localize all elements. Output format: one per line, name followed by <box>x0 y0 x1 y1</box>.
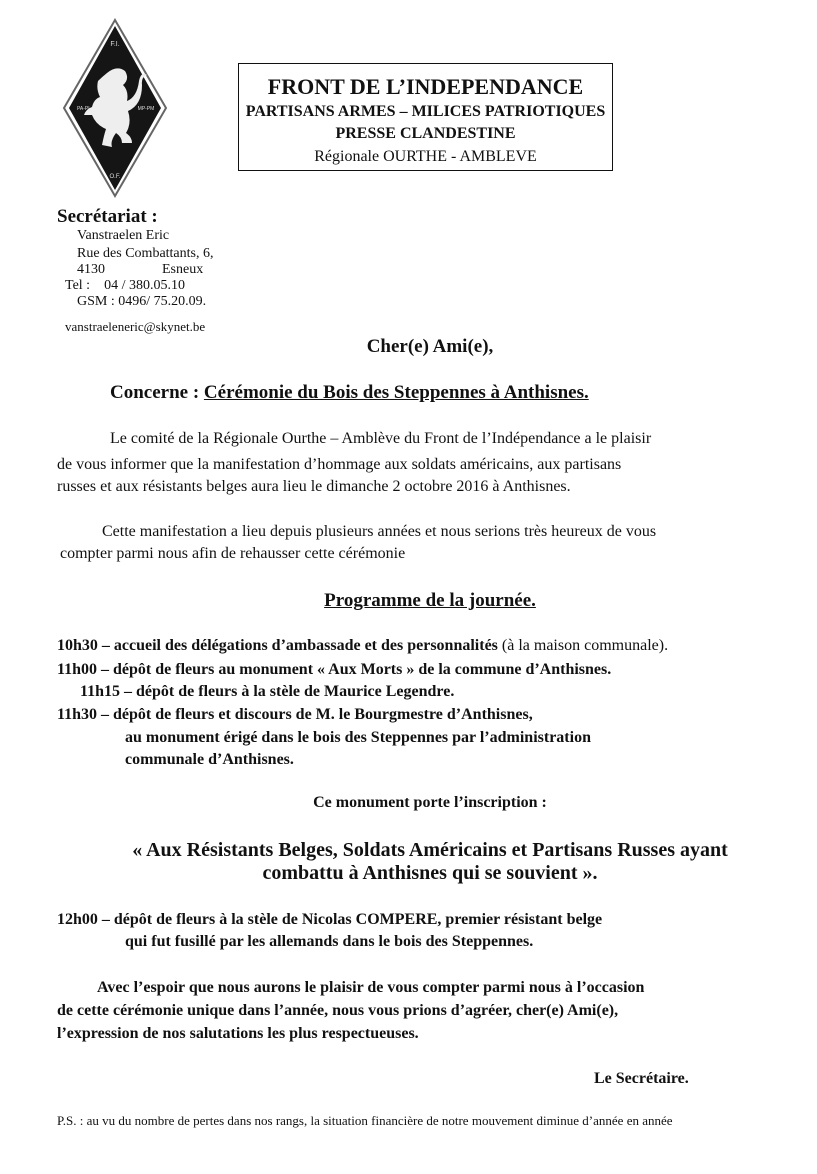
org-press: PRESSE CLANDESTINE <box>335 125 516 142</box>
secretary-name: Vanstraelen Eric <box>77 228 170 243</box>
programme-item-cont: au monument érigé dans le bois des Steppennes par l’administration <box>125 729 591 746</box>
secretary-tel: Tel : 04 / 380.05.10 <box>65 278 185 293</box>
org-subtitle: PARTISANS ARMES – MILICES PATRIOTIQUES <box>245 103 606 120</box>
programme-item: 11h15 – dépôt de fleurs à la stèle de Maurice Legendre. <box>80 683 455 700</box>
secretary-postcode: 4130 <box>77 262 105 277</box>
programme-item: 11h30 – dépôt de fleurs et discours de M. le Bourgmestre d’Anthisnes, <box>57 706 533 723</box>
subject-line <box>110 383 589 402</box>
secretary-street: Rue des Combattants, 6, <box>77 246 214 261</box>
postscript <box>57 1114 673 1127</box>
secretary-city: Esneux <box>162 262 204 277</box>
svg-text:O.F.: O.F. <box>109 174 121 180</box>
inscription-line: combattu à Anthisnes qui se souvient ». <box>262 862 598 884</box>
signature: Le Secrétaire. <box>594 1070 689 1087</box>
para2-line: compter parmi nous afin de rehausser cette cérémonie <box>60 545 406 562</box>
inscription-intro: Ce monument porte l’inscription : <box>313 794 547 811</box>
closing-line: de cette cérémonie unique dans l’année, nous vous prions d’agréer, cher(e) Ami(e), <box>57 1002 619 1019</box>
inscription-line: « Aux Résistants Belges, Soldats Américains et Partisans Russes ayant <box>132 839 728 861</box>
para1-line: Le comité de la Régionale Ourthe – Amblève du Front de l’Indépendance a le plaisir <box>110 430 652 447</box>
svg-text:PA-PL: PA-PL <box>76 106 92 112</box>
header-box <box>238 63 613 171</box>
programme-item-cont: communale d’Anthisnes. <box>125 751 294 768</box>
org-title: FRONT DE L’INDEPENDANCE <box>267 74 584 99</box>
para1-line: de vous informer que la manifestation d’hommage aux soldats américains, aux partisans <box>57 456 622 473</box>
svg-text:MP-PM: MP-PM <box>137 106 155 112</box>
programme-item-note: (à la maison communale). <box>497 637 669 654</box>
para1-line: russes et aux résistants belges aura lieu le dimanche 2 octobre 2016 à Anthisnes. <box>57 478 571 495</box>
programme-item: 11h00 – dépôt de fleurs au monument « Aux Morts » de la commune d’Anthisnes. <box>57 661 612 678</box>
svg-text:F.I.: F.I. <box>110 41 120 48</box>
programme-item <box>57 638 668 654</box>
programme-title: Programme de la journée. <box>324 590 536 611</box>
subject-label: Concerne : <box>110 382 204 403</box>
programme-item-text: 10h30 – accueil des délégations d’ambassade et des personnalités <box>57 637 498 654</box>
greeting: Cher(e) Ami(e), <box>366 336 494 357</box>
subject: Cérémonie du Bois des Steppennes à Anthisnes. <box>203 382 589 403</box>
ps-text: au vu du nombre de pertes dans nos rangs, la situation financière de notre mouvement diminue d’année en année <box>86 1113 673 1128</box>
org-regional: Régionale OURTHE - AMBLEVE <box>314 148 537 165</box>
programme-item: 12h00 – dépôt de fleurs à la stèle de Nicolas COMPERE, premier résistant belge <box>57 911 603 928</box>
programme-item-cont: qui fut fusillé par les allemands dans le bois des Steppennes. <box>125 933 534 950</box>
ps-label: P.S. : <box>57 1113 87 1128</box>
para2-line: Cette manifestation a lieu depuis plusieurs années et nous serions très heureux de vous <box>102 523 657 540</box>
secretary-gsm: GSM : 0496/ 75.20.09. <box>77 294 207 309</box>
front-independance-logo <box>62 18 168 198</box>
closing-line: l’expression de nos salutations les plus respectueuses. <box>57 1025 419 1042</box>
closing-line: Avec l’espoir que nous aurons le plaisir de vous compter parmi nous à l’occasion <box>97 979 645 996</box>
secretary-email[interactable]: vanstraeleneric@skynet.be <box>65 319 206 334</box>
secretariat-heading: Secrétariat : <box>57 206 158 227</box>
